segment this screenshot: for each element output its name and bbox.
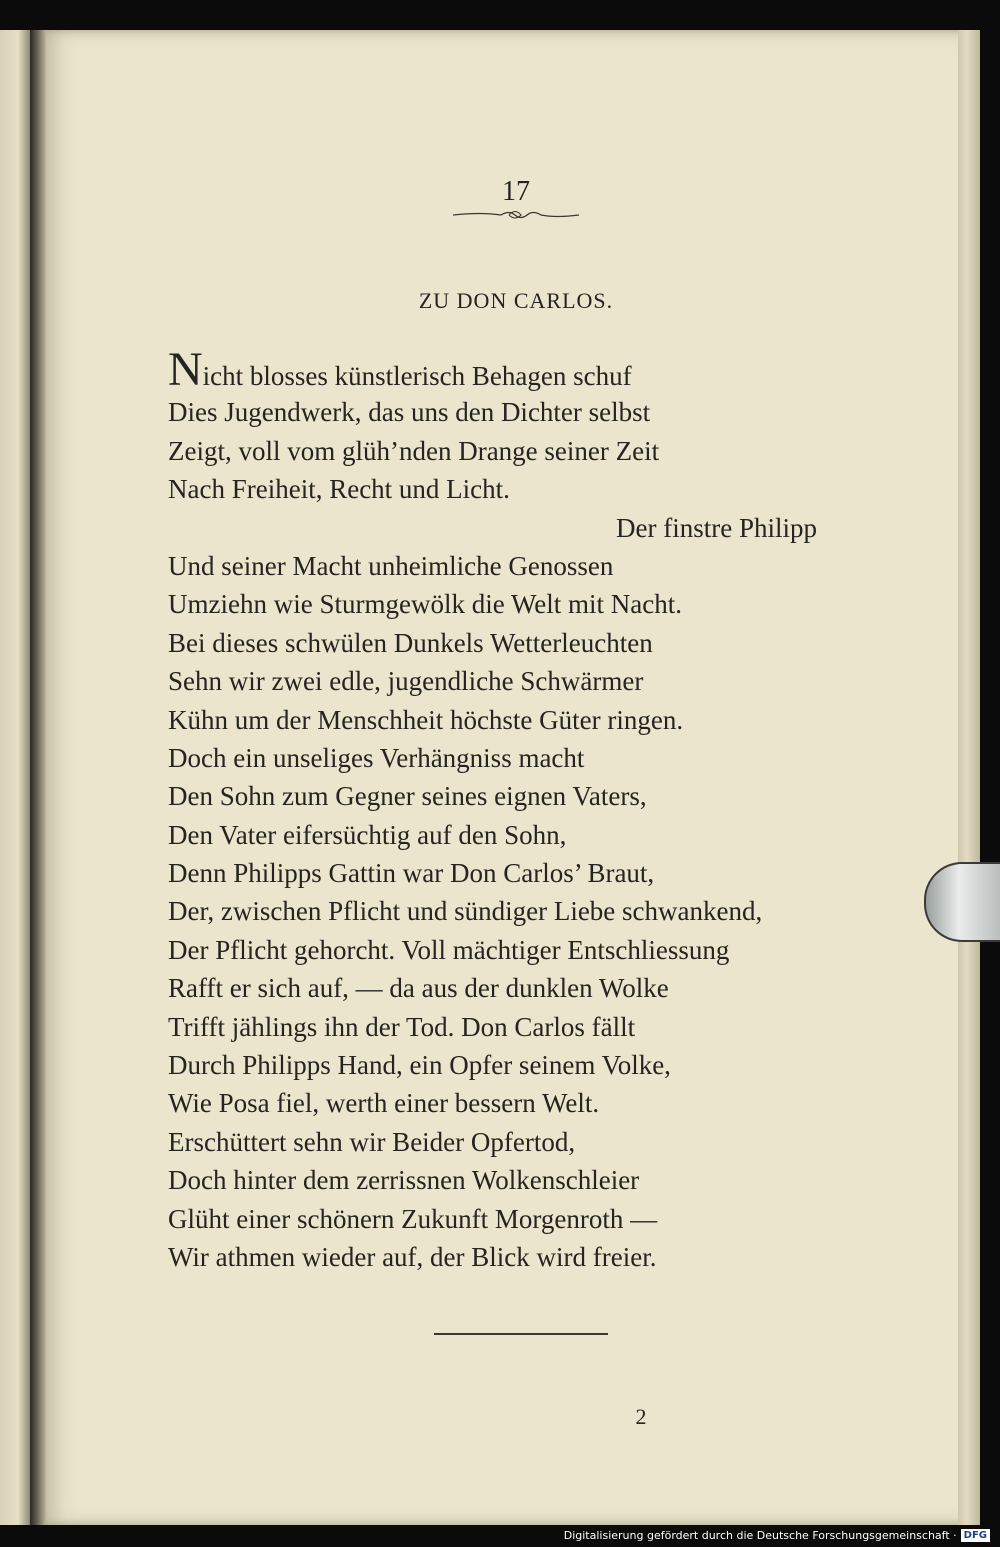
footer-text: Digitalisierung gefördert durch die Deutsche Forschungsgemeinschaft ·	[563, 1529, 957, 1542]
poem-title: ZU DON CARLOS.	[418, 288, 614, 313]
footer-credit	[564, 1529, 990, 1542]
drop-cap: N	[168, 343, 203, 396]
poem-line: Der, zwischen Pflicht und sündiger Liebe schwankend,	[168, 896, 763, 927]
poem-line: Den Sohn zum Gegner seines eignen Vaters,	[168, 781, 647, 812]
book-page	[46, 30, 976, 1525]
poem-line: Und seiner Macht unheimliche Genossen	[168, 550, 614, 581]
poem-line-text: icht blosses künstlerisch Behagen schuf	[202, 361, 632, 391]
poem-line	[168, 343, 817, 396]
poem-line: Der Pflicht gehorcht. Voll mächtiger Entschliessung	[168, 934, 730, 965]
previous-page-edge	[0, 30, 30, 1525]
poem-line: Glüht einer schönern Zukunft Morgenroth —	[168, 1203, 658, 1234]
signature-mark: 2	[635, 1404, 647, 1429]
page-clip	[924, 862, 1000, 942]
poem-line: Zeigt, voll vom glüh’nden Drange seiner Zeit	[168, 435, 660, 466]
poem-line: Kühn um der Menschheit höchste Güter ringen.	[168, 704, 684, 735]
poem-body	[168, 343, 817, 1276]
poem-line: Umziehn wie Sturmgewölk die Welt mit Nacht.	[168, 589, 682, 620]
poem-line: Trifft jählings ihn der Tod. Don Carlos fällt	[168, 1011, 636, 1042]
page-number: 17	[502, 176, 530, 207]
poem-line: Bei dieses schwülen Dunkels Wetterleuchten	[168, 627, 653, 658]
poem-line: Den Vater eifersüchtig auf den Sohn,	[168, 819, 567, 850]
poem-line: Sehn wir zwei edle, jugendliche Schwärmer	[168, 666, 644, 697]
poem-line: Durch Philipps Hand, ein Opfer seinem Volke,	[168, 1050, 671, 1081]
book-gutter	[30, 30, 46, 1525]
poem-line: Erschüttert sehn wir Beider Opfertod,	[168, 1126, 576, 1157]
poem-line: Denn Philipps Gattin war Don Carlos’ Braut,	[168, 858, 655, 889]
ornament-flourish	[451, 208, 581, 222]
poem-line: Nach Freiheit, Recht und Licht.	[168, 474, 510, 505]
poem-line: Der finstre Philipp	[616, 512, 817, 543]
poem-line: Wie Posa fiel, werth einer bessern Welt.	[168, 1088, 600, 1119]
dfg-logo: DFG	[961, 1529, 990, 1542]
page-stack-edge	[958, 30, 980, 1525]
poem-line: Wir athmen wieder auf, der Blick wird freier.	[168, 1241, 657, 1272]
poem-line: Dies Jugendwerk, das uns den Dichter selbst	[168, 397, 651, 428]
poem-line: Doch hinter dem zerrissnen Wolkenschleier	[168, 1165, 640, 1196]
closing-rule	[434, 1333, 608, 1335]
poem-line: Doch ein unseliges Verhängniss macht	[168, 742, 585, 773]
poem-line: Rafft er sich auf, — da aus der dunklen Wolke	[168, 973, 669, 1004]
